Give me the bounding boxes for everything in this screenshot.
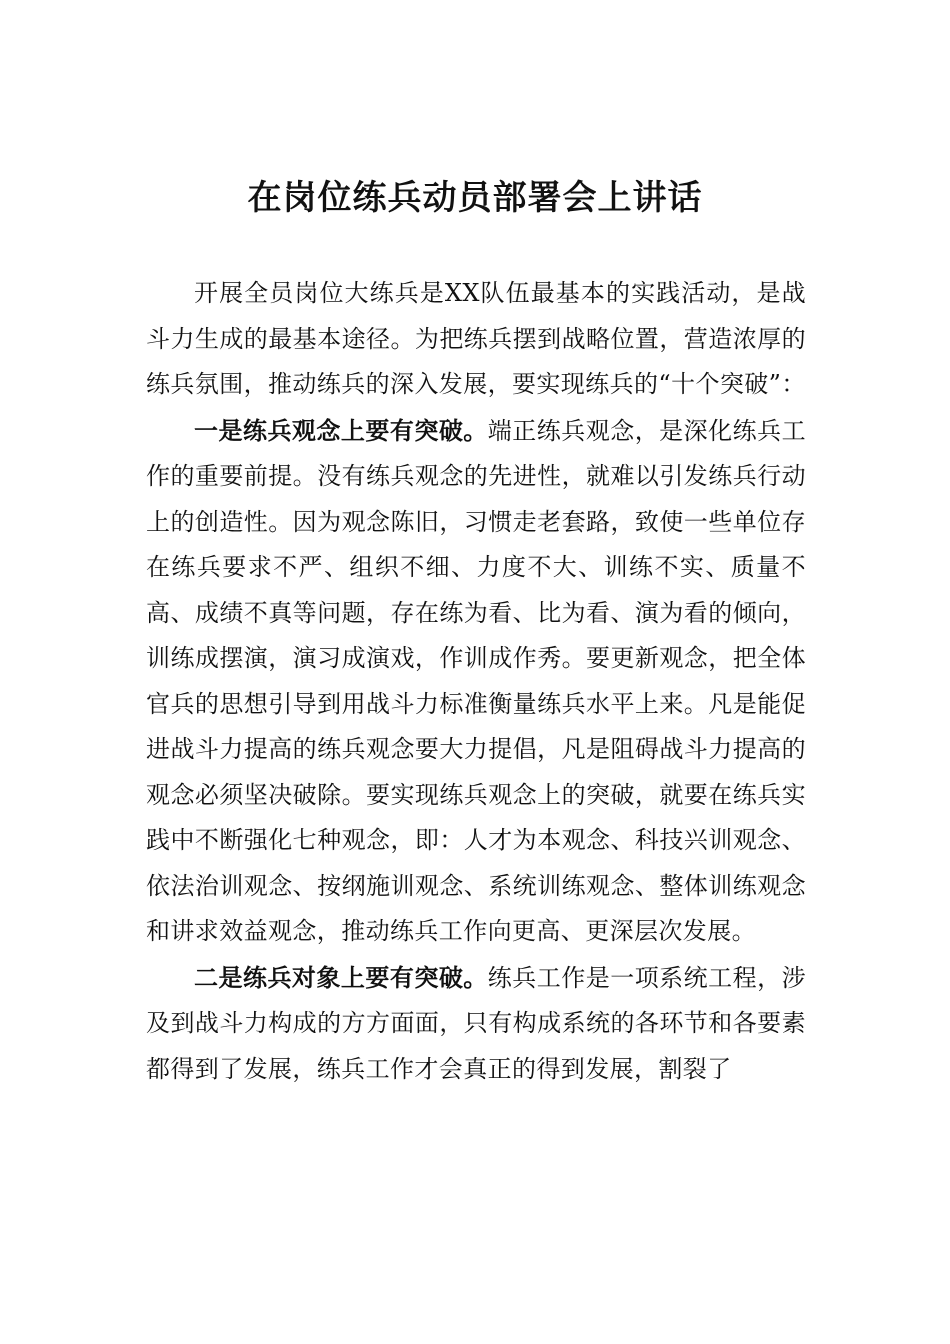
document-body	[146, 270, 806, 1092]
paragraph-text: 端正练兵观念，是深化练兵工作的重要前提。没有练兵观念的先进性，就难以引发练兵行动上的创造性。因为观念陈旧，习惯走老套路，致使一些单位存在练兵要求不严、组织不细、力度不大、训练不实、质量不高、成绩不真等问题，存在练为看、比为看、演为看的倾向，训练成摆演，演习成演戏，作训成作秀。要更新观念，把全体官兵的思想引导到用战斗力标准衡量练兵水平上来。凡是能促进战斗力提高的练兵观念要大力提倡，凡是阻碍战斗力提高的观念必须坚决破除。要实现练兵观念上的突破，就要在练兵实践中不断强化七种观念，即：人才为本观念、科技兴训观念、依法治训观念、按纲施训观念、系统训练观念、整体训练观念和讲求效益观念，推动练兵工作向更高、更深层次发展。	[146, 416, 806, 945]
paragraph-point-two	[146, 955, 806, 1093]
paragraph-lead: 一是练兵观念上要有突破。	[194, 415, 488, 445]
paragraph-text: 练兵工作是一项系统工程，涉及到战斗力构成的方方面面，只有构成系统的各环节和各要素都得到了发展，练兵工作才会真正的得到发展，割裂了	[146, 963, 806, 1083]
paragraph-text: 开展全员岗位大练兵是XX队伍最基本的实践活动，是战斗力生成的最基本途径。为把练兵摆到战略位置，营造浓厚的练兵氛围，推动练兵的深入发展，要实现练兵的“十个突破”：	[146, 279, 806, 398]
paragraph-point-one	[146, 408, 806, 955]
paragraph-intro	[146, 270, 806, 408]
paragraph-lead: 二是练兵对象上要有突破。	[194, 962, 488, 992]
document-title: 在岗位练兵动员部署会上讲话	[247, 178, 703, 218]
